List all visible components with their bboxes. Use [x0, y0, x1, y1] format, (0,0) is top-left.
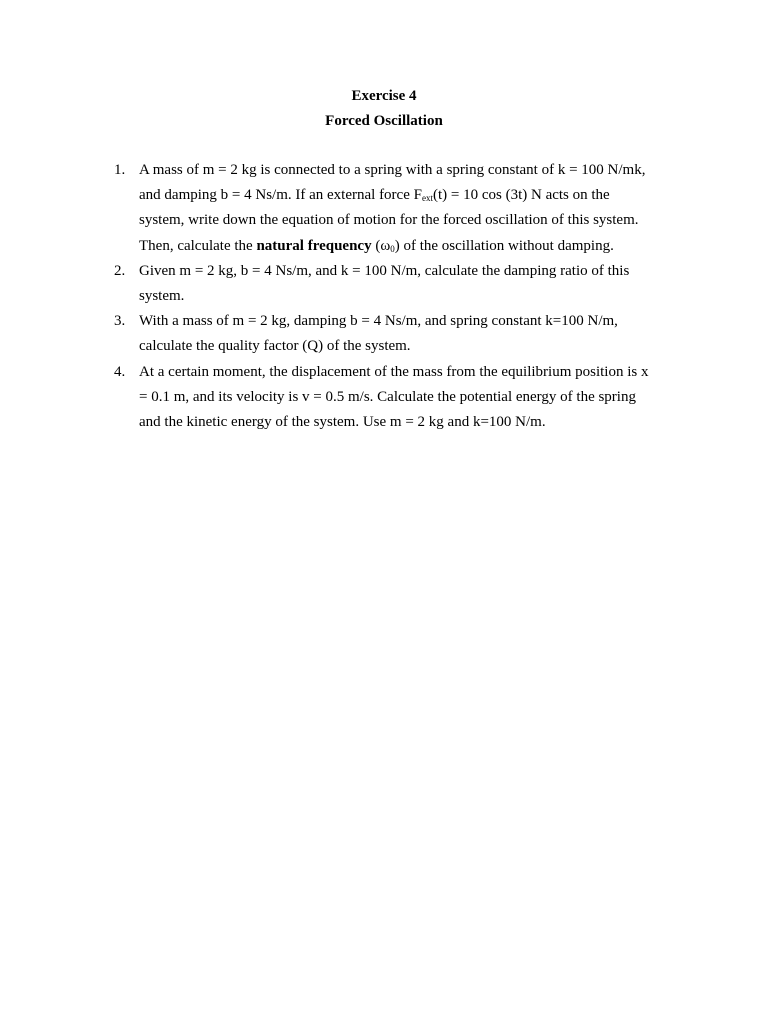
problem-text-line: At a certain moment, the displacement of the mass from the equilibrium position is x — [139, 363, 649, 380]
problem-text-line: = 0.1 m, and its velocity is v = 0.5 m/s. Calculate the potential energy of the spring — [139, 388, 636, 405]
problem-text-line — [139, 234, 674, 259]
subscript-zero: 0 — [390, 243, 395, 254]
text-segment: (ω — [371, 237, 391, 254]
problem-number: 2. — [114, 262, 126, 279]
problem-item-1 — [114, 158, 674, 259]
document-title: Exercise 4 — [351, 88, 417, 104]
problem-number: 1. — [114, 162, 126, 178]
problem-item-3 — [114, 309, 674, 359]
problem-text-line: Given m = 2 kg, b = 4 Ns/m, and k = 100 N/m, calculate the damping ratio of this — [139, 262, 630, 279]
problem-number: 4. — [114, 363, 126, 380]
problem-number: 3. — [114, 313, 126, 330]
text-segment: and damping b = 4 Ns/m. If an external force F — [139, 187, 422, 204]
problem-text-line: and the kinetic energy of the system. Use m = 2 kg and k=100 N/m. — [139, 414, 546, 431]
subscript-ext: ext — [421, 193, 433, 204]
problem-text-line — [139, 183, 674, 208]
problem-text-line: calculate the quality factor (Q) of the system. — [139, 338, 411, 355]
text-segment: (t) = 10 cos (3t) N acts on the — [432, 187, 610, 204]
text-segment: Then, calculate the — [139, 237, 257, 254]
text-segment: ) of the oscillation without damping. — [394, 237, 614, 254]
problem-text-line: With a mass of m = 2 kg, damping b = 4 Ns/m, and spring constant k=100 N/m, — [139, 313, 618, 330]
problem-list — [114, 158, 674, 435]
document-subtitle: Forced Oscillation — [325, 113, 443, 129]
problem-text-line: system. — [139, 288, 185, 305]
problem-text-line: A mass of m = 2 kg is connected to a spring with a spring constant of k = 100 N/mk, — [139, 162, 646, 178]
problem-item-4 — [114, 360, 674, 436]
problem-text-line: system, write down the equation of motion for the forced oscillation of this system. — [139, 212, 639, 229]
bold-term: natural frequency — [256, 237, 372, 254]
problem-item-2 — [114, 259, 674, 309]
